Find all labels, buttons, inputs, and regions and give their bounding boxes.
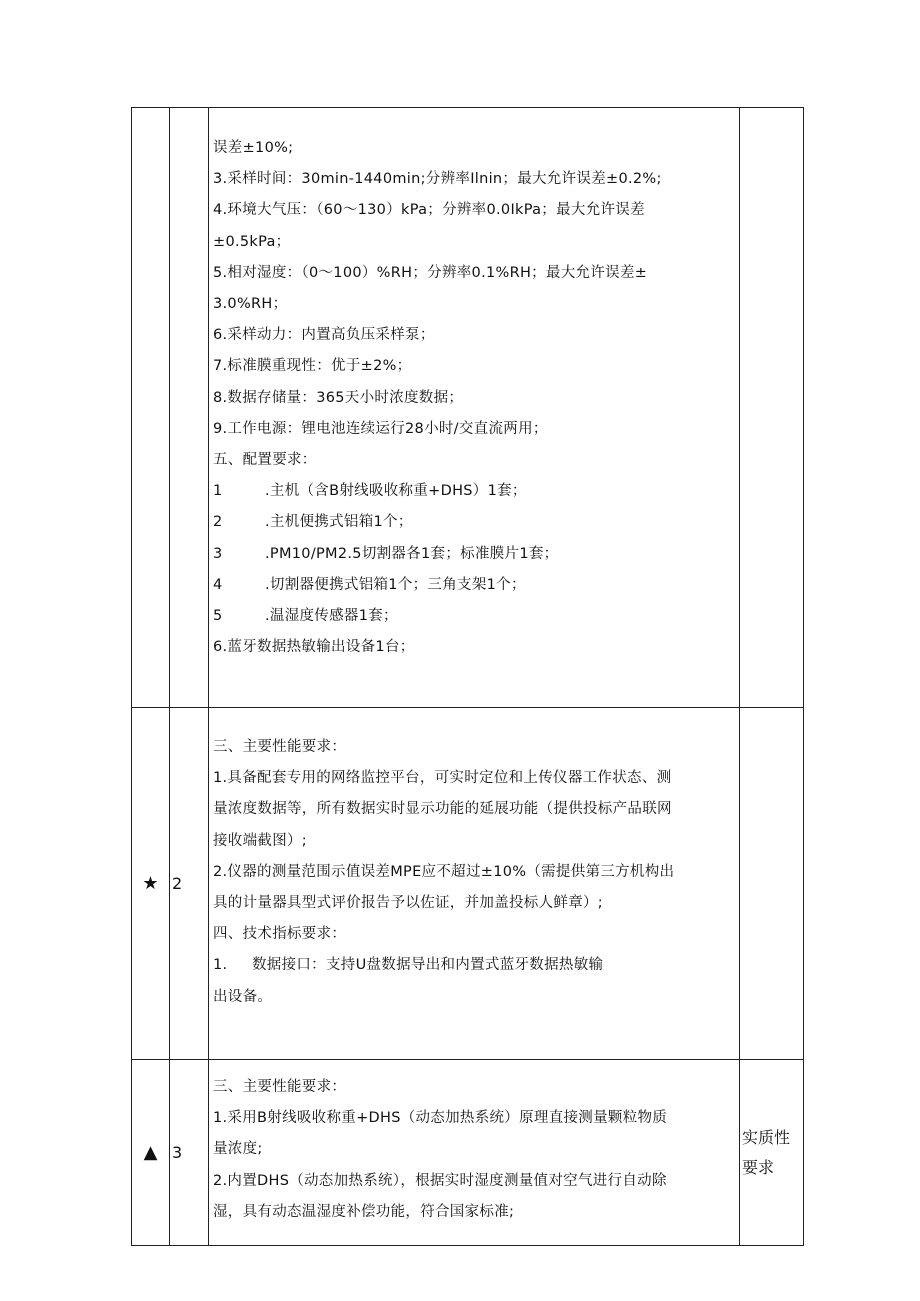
text-line: 8.数据存储量：365天小时浓度数据； bbox=[213, 389, 464, 406]
config-item-text: .主机（含B射线吸收称重+DHS）1套； bbox=[265, 483, 527, 500]
text-line: 7.标准膜重现性：优于±2%； bbox=[213, 358, 412, 375]
text-line: 量浓度; bbox=[213, 1141, 263, 1158]
text-line: 1.具备配套专用的网络监控平台，可实时定位和上传仪器工作状态、测 bbox=[213, 770, 672, 787]
config-item bbox=[213, 601, 737, 632]
config-item-number: 2 bbox=[213, 514, 223, 531]
note-text: 要求 bbox=[742, 1157, 775, 1177]
config-item-number: 3 bbox=[213, 545, 223, 562]
text-line: 量浓度数据等，所有数据实时显示功能的延展功能（提供投标产品联网 bbox=[213, 801, 672, 818]
note-cell bbox=[740, 708, 804, 1060]
text-line: 6.采样动力：内置高负压采样泵； bbox=[213, 327, 435, 344]
config-item-text: .主机便携式铝箱1个； bbox=[265, 514, 413, 531]
text-line: 出设备。 bbox=[213, 988, 273, 1005]
item-number: 2 bbox=[170, 708, 209, 1060]
note-cell bbox=[740, 1060, 804, 1246]
section-heading: 三、主要性能要求： bbox=[213, 739, 347, 755]
text-line: ±0.5kPa； bbox=[213, 233, 291, 250]
config-item-text: .切割器便携式铝箱1个；三角支架1个； bbox=[265, 576, 526, 593]
text-line: 3.0%RH； bbox=[213, 296, 288, 313]
text-line: 3.采样时间：30min-1440min;分辨率Ilnin；最大允许误差±0.2%; bbox=[213, 171, 662, 188]
requirements-table bbox=[131, 107, 804, 1246]
config-item bbox=[213, 539, 737, 570]
text-line: 1. 数据接口：支持U盘数据导出和内置式蓝牙数据热敏输 bbox=[213, 957, 604, 974]
text-line: 湿，具有动态温湿度补偿功能，符合国家标准; bbox=[213, 1203, 515, 1220]
config-item bbox=[213, 570, 737, 601]
text-line: 误差±10%; bbox=[213, 140, 294, 156]
triangle-mark: ▲ bbox=[132, 1060, 170, 1246]
note-text: 实质性 bbox=[742, 1127, 791, 1147]
content-cell bbox=[209, 108, 740, 708]
text-line: 接收端截图）; bbox=[213, 832, 307, 849]
section-heading: 五、配置要求： bbox=[213, 452, 317, 469]
text-line: 具的计量器具型式评价报告予以佐证，并加盖投标人鲜章）; bbox=[213, 895, 603, 912]
config-item-number: 4 bbox=[213, 576, 223, 593]
config-item-text: .温湿度传感器1套； bbox=[265, 608, 398, 625]
section-heading: 四、技术指标要求： bbox=[213, 926, 347, 943]
star-mark: ★ bbox=[132, 708, 170, 1060]
table-row bbox=[132, 108, 804, 708]
item-number: 3 bbox=[170, 1060, 209, 1246]
table-row bbox=[132, 1060, 804, 1246]
text-line: 1.采用B射线吸收称重+DHS（动态加热系统）原理直接测量颗粒物质 bbox=[213, 1110, 668, 1127]
text-line: 2.内置DHS（动态加热系统），根据实时湿度测量值对空气进行自动除 bbox=[213, 1172, 667, 1189]
config-item bbox=[213, 507, 737, 538]
text-line: 2.仪器的测量范围示值误差MPE应不超过±10%（需提供第三方机构出 bbox=[213, 863, 675, 880]
config-item-text: .PM10/PM2.5切割器各1套；标准膜片1套； bbox=[265, 545, 559, 562]
config-item-number: 5 bbox=[213, 608, 223, 625]
text-line: 5.相对湿度：（0～100）%RH；分辨率0.1%RH；最大允许误差± bbox=[213, 264, 648, 281]
config-item-number: 1 bbox=[213, 483, 223, 500]
text-line: 6.蓝牙数据热敏输出设备1台； bbox=[213, 639, 415, 656]
number-cell bbox=[170, 108, 209, 708]
table-row bbox=[132, 708, 804, 1060]
section-heading: 三、主要性能要求： bbox=[213, 1079, 347, 1095]
content-cell bbox=[209, 708, 740, 1060]
config-item bbox=[213, 476, 737, 507]
note-cell bbox=[740, 108, 804, 708]
text-line: 4.环境大气压：（60～130）kPa；分辨率0.0IkPa；最大允许误差 bbox=[213, 202, 645, 219]
text-line: 9.工作电源：锂电池连续运行28小时/交直流两用； bbox=[213, 420, 548, 437]
content-cell bbox=[209, 1060, 740, 1246]
mark-cell bbox=[132, 108, 170, 708]
